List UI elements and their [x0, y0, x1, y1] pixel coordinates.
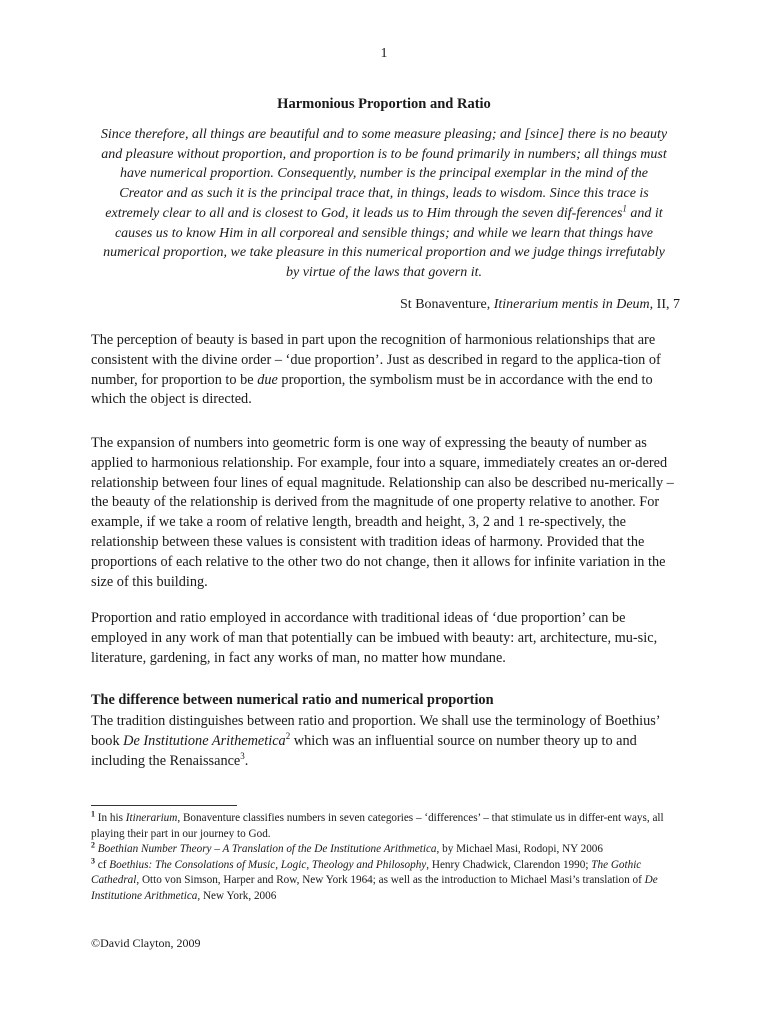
footnote-ref-1[interactable]: 1: [622, 203, 627, 214]
epigraph-attribution: St Bonaventure, Itinerarium mentis in Deum, II, 7: [400, 297, 680, 312]
paragraph-perception: The perception of beauty is based in part upon the recognition of harmonious relationships that are consistent with the divine order – ‘due proportion’. Just as described in regard to the applica-tion of number, for proportion to be due proportion, the symbolism must be in accordance with the end to which the object is directed.: [91, 332, 661, 408]
footnote-1: $^1$ In his Itinerarium, Bonaventure classifies numbers in seven categories – ‘differences’ – that stimulate us in differ-ent ways, all playing their part in our journey to God.: [91, 809, 664, 840]
paragraph-geometric-expansion: The expansion of numbers into geometric form is one way of expressing the beauty of number as applied to harmonious relationship. For example, four into a square, immediately creates an or-dered relationship between four lines of equal magnitude. Relationship can also be described nu-merically – the beauty of the relationship is derived from the magnitude of one property relative to another. For example, if we take a room of relative length, breadth and height, 3, 2 and 1 re-spectively, the relationship between these values is consistent with tradition ideas of harmony. Provided that the proportions of each relative to the other two do not change, then it allows for infinite variation in the size of this building.: [91, 435, 674, 590]
footnotes: [91, 811, 683, 904]
page-number: 1: [380, 46, 388, 61]
copyright-notice: ©David Clayton, 2009: [91, 936, 201, 950]
footnote-divider: [91, 805, 237, 806]
paragraph-due-proportion: Proportion and ratio employed in accordance with traditional ideas of ‘due proportion’ can be employed in any work of man that potentially can be imbued with beauty: art, architecture, mu-sic, literature, gardening, in fact any works of man, no matter how mundane.: [91, 610, 658, 666]
section-heading: The difference between numerical ratio and numerical proportion: [91, 692, 494, 708]
footnote-ref-2[interactable]: 2: [285, 731, 291, 742]
paragraph-ratio-proportion: The tradition distinguishes between ratio and proportion. We shall use the terminology of Boethius’ book De Institutione Arithemetica$^2$ which was an influential source on number theory up to and including the Renaissance$^3$.: [91, 713, 660, 769]
epigraph-quote: Since therefore, all things are beautiful and to some measure pleasing; and [since] there is no beauty and pleasure without proportion, and proportion is to be found primarily in numbers; all things must have numerical proportion. Consequently, number is the principal exemplar in the mind of the Creator and as such it is the principal trace that, in things, leads to wisdom. Since this trace is extremely clear to all and is closest to God, it leads us to Him through the seven dif-ferences$^1$ and it causes us to know Him in all corporeal and sensible things; and while we learn that things have numerical proportion, we take pleasure in this numerical proportion and we judge things irrefutably by virtue of the laws that govern it.: [100, 127, 668, 280]
footnote-2: $^2$ Boethian Number Theory – A Translation of the De Institutione Arithmetica, by Michael Masi, Rodopi, NY 2006: [91, 840, 603, 855]
footnote-ref-3[interactable]: 3: [240, 750, 245, 761]
page-title: Harmonious Proportion and Ratio: [277, 96, 491, 112]
footnote-3: $^3$ cf Boethius: The Consolations of Music, Logic, Theology and Philosophy, Henry Chadwick, Clarendon 1990; The Gothic Cathedral, Otto von Simson, Harper and Row, New York 1964; as well as the introduction to Michael Masi’s translation of De Institutione Arithmetica, New York, 2006: [91, 855, 658, 902]
